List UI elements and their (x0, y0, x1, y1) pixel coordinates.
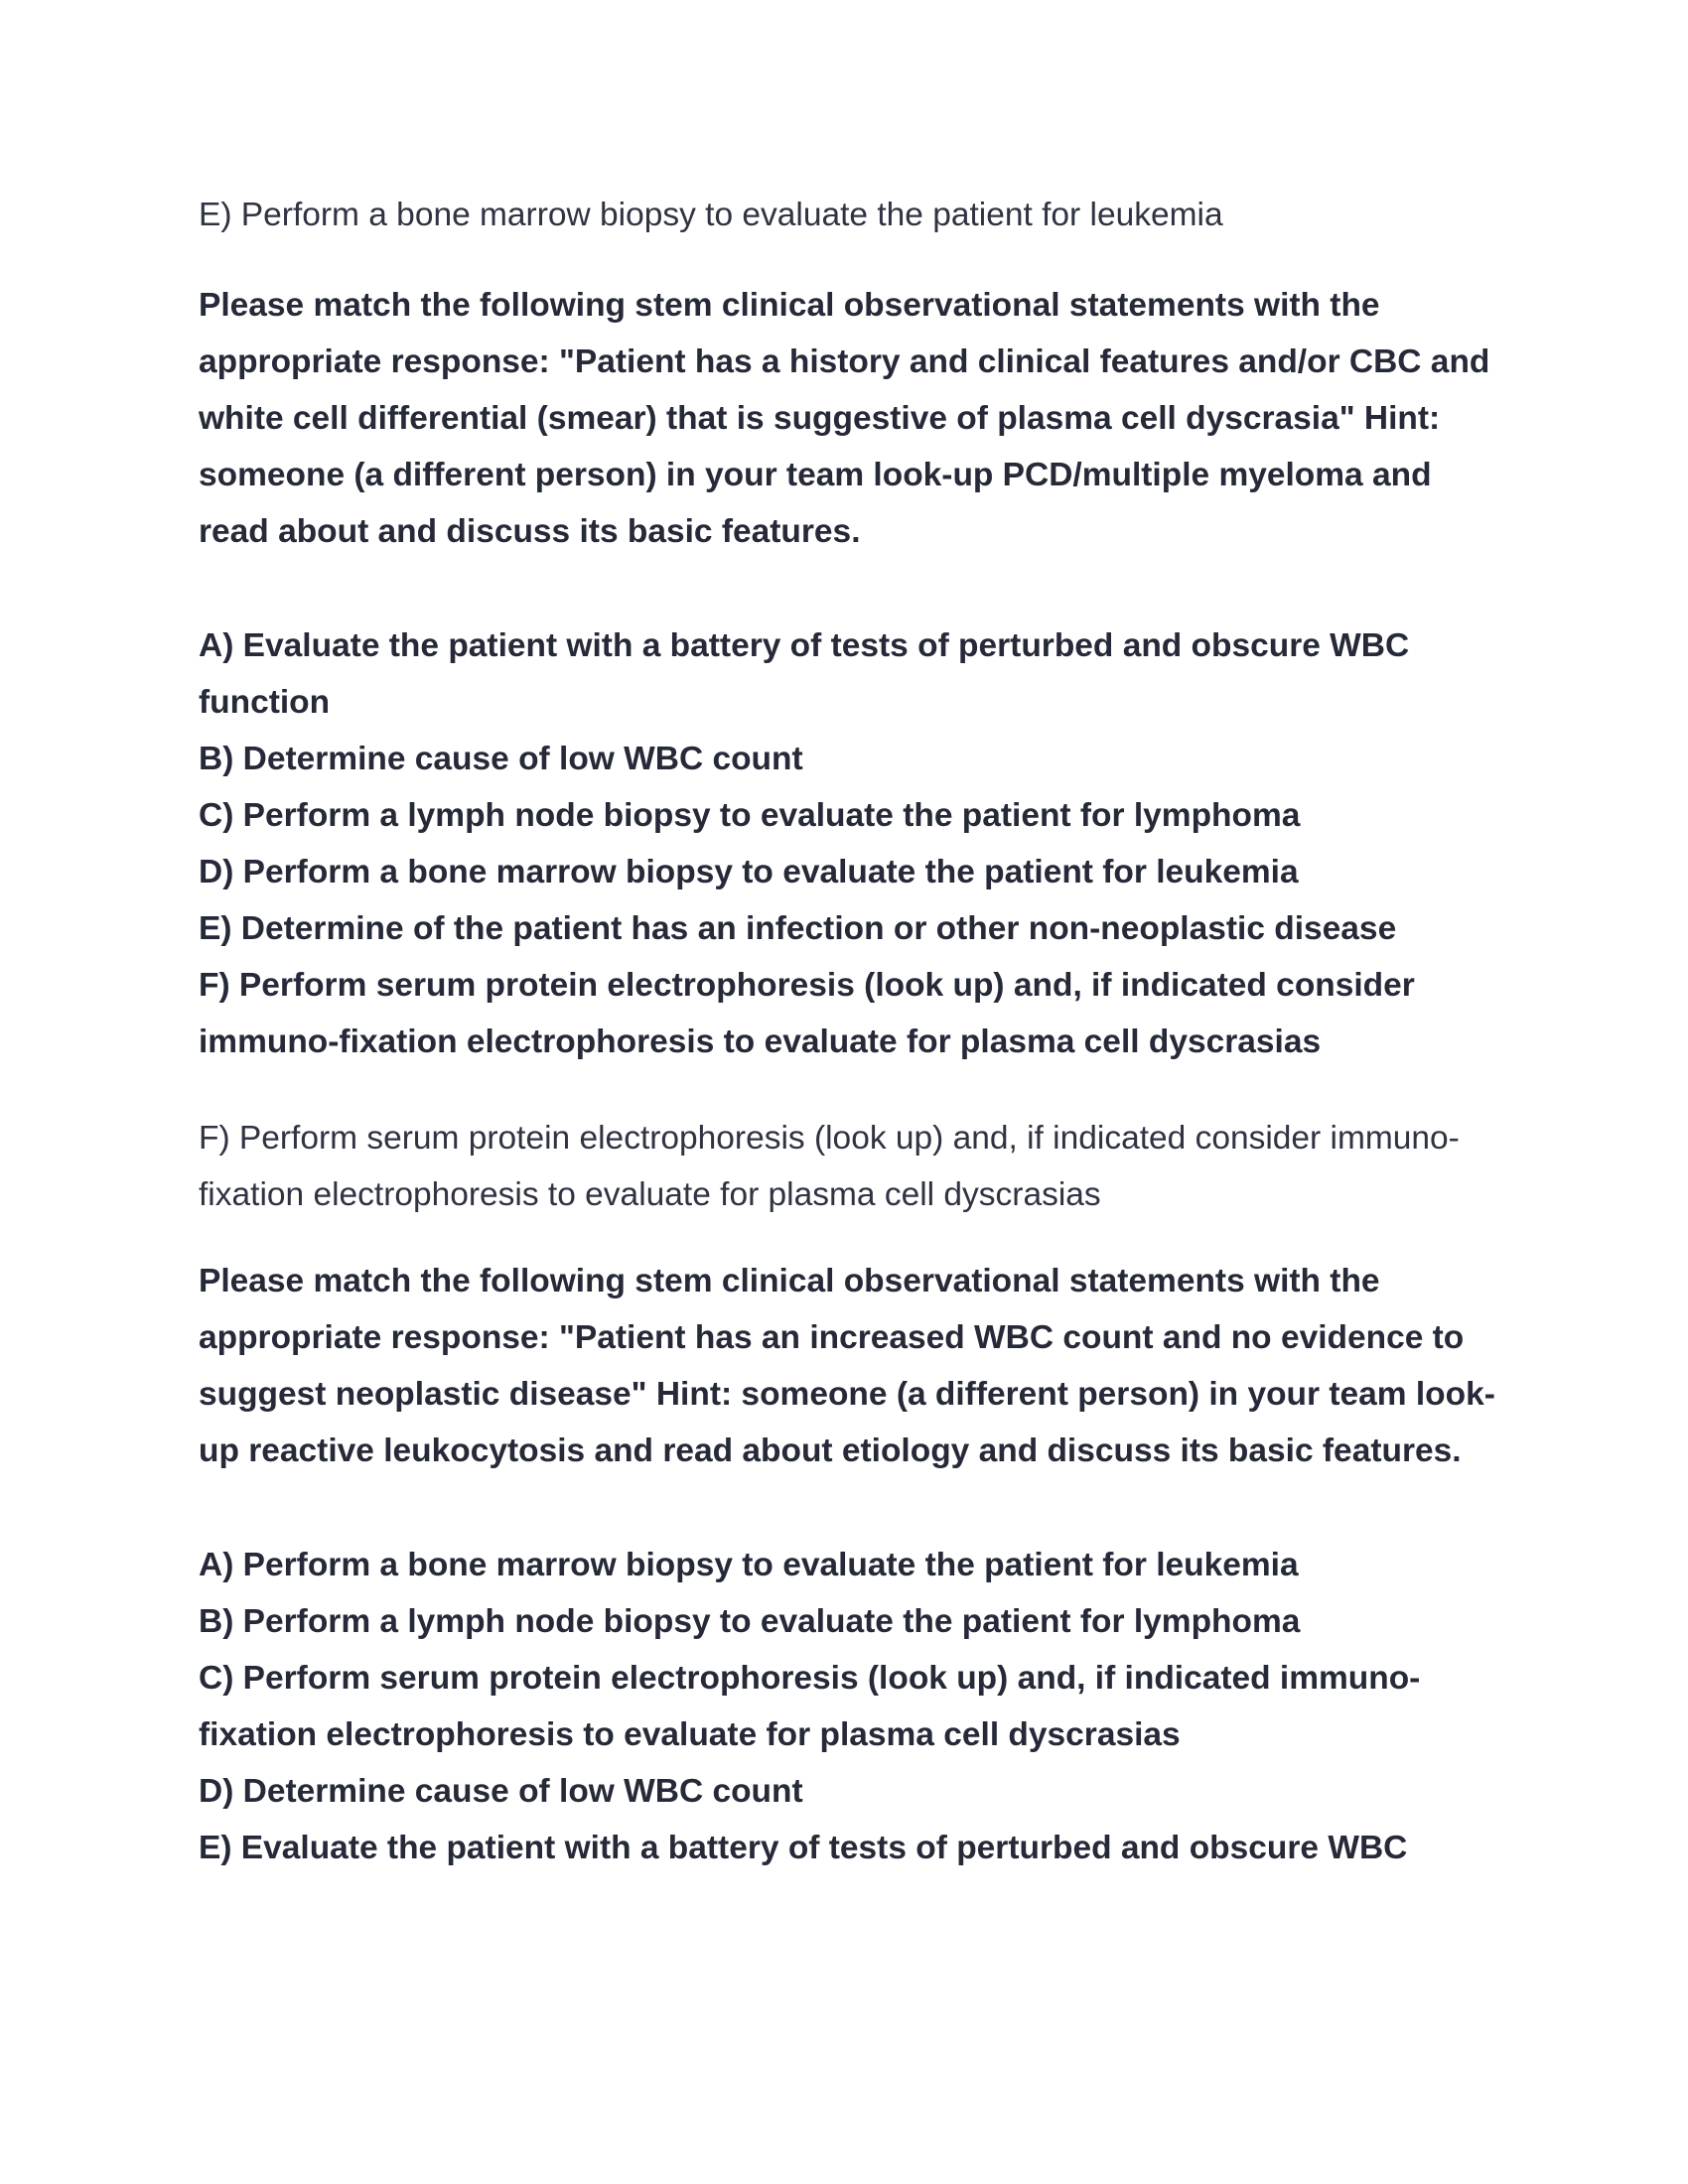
option-line: E) Determine of the patient has an infection or other non-neoplastic disease (199, 910, 1397, 947)
answer-line: E) Perform a bone marrow biopsy to evaluate the patient for leukemia (199, 197, 1223, 233)
answer-text (199, 187, 1509, 243)
question-line: suggest neoplastic disease" Hint: someone (a different person) in your team look- (199, 1376, 1495, 1413)
option-line: B) Determine cause of low WBC count (199, 741, 803, 777)
question-line: appropriate response: "Patient has a history and clinical features and/or CBC and (199, 343, 1490, 380)
answer-text (199, 1110, 1509, 1223)
option-line: function (199, 684, 331, 721)
option-line: A) Evaluate the patient with a battery of tests of perturbed and obscure WBC (199, 627, 1410, 664)
question-line: Please match the following stem clinical observational statements with the (199, 1263, 1380, 1299)
question-stem (199, 277, 1509, 560)
option-line: immuno-fixation electrophoresis to evaluate for plasma cell dyscrasias (199, 1024, 1322, 1060)
options-list (199, 1537, 1509, 1876)
question-line: white cell differential (smear) that is suggestive of plasma cell dyscrasia" Hint: (199, 400, 1441, 437)
answer-line: fixation electrophoresis to evaluate for plasma cell dyscrasias (199, 1176, 1101, 1213)
option-line: D) Determine cause of low WBC count (199, 1773, 803, 1810)
option-line: C) Perform serum protein electrophoresis (look up) and, if indicated immuno- (199, 1660, 1421, 1697)
option-line: A) Perform a bone marrow biopsy to evaluate the patient for leukemia (199, 1547, 1299, 1583)
question-line: read about and discuss its basic features. (199, 513, 861, 550)
question-line: someone (a different person) in your team look-up PCD/multiple myeloma and (199, 457, 1432, 493)
question-line: Please match the following stem clinical observational statements with the (199, 287, 1380, 324)
question-stem (199, 1253, 1509, 1479)
options-list (199, 617, 1509, 1070)
option-line: E) Evaluate the patient with a battery of tests of perturbed and obscure WBC (199, 1830, 1408, 1866)
option-line: D) Perform a bone marrow biopsy to evaluate the patient for leukemia (199, 854, 1299, 890)
option-line: C) Perform a lymph node biopsy to evaluate the patient for lymphoma (199, 797, 1301, 834)
option-line: B) Perform a lymph node biopsy to evaluate the patient for lymphoma (199, 1603, 1301, 1640)
question-line: up reactive leukocytosis and read about etiology and discuss its basic features. (199, 1433, 1462, 1469)
option-line: F) Perform serum protein electrophoresis (look up) and, if indicated consider (199, 967, 1415, 1004)
question-line: appropriate response: "Patient has an increased WBC count and no evidence to (199, 1319, 1465, 1356)
answer-line: F) Perform serum protein electrophoresis (look up) and, if indicated consider immuno- (199, 1120, 1460, 1157)
option-line: fixation electrophoresis to evaluate for plasma cell dyscrasias (199, 1716, 1181, 1753)
